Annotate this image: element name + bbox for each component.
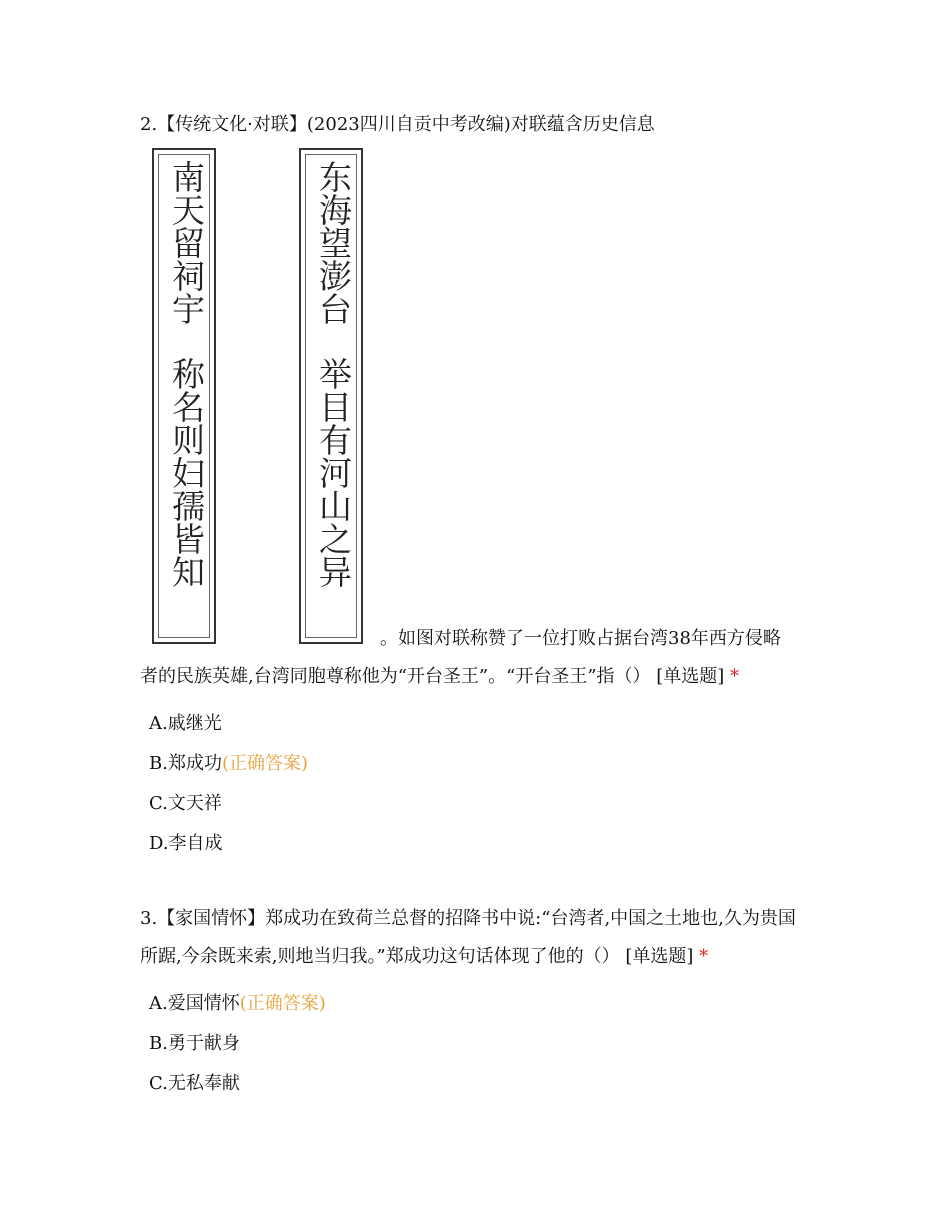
q3-line1: 3.【家国情怀】郑成功在致荷兰总督的招降书中说:“台湾者,中国之土地也,久为贵国 bbox=[140, 908, 796, 929]
q2-line1-tail: 。如图对联称赞了一位打败占据台湾38年西方侵略 bbox=[380, 628, 781, 649]
q3-option-a[interactable]: A.爱国情怀(正确答案) bbox=[149, 993, 326, 1014]
q3-type-tag: [单选题] bbox=[625, 946, 694, 967]
couplet-left-scroll bbox=[299, 148, 363, 644]
q3-option-b[interactable]: B.勇于献身 bbox=[149, 1033, 240, 1054]
required-mark: * bbox=[730, 666, 740, 687]
correct-answer-label: (正确答案) bbox=[239, 993, 326, 1014]
q3-line2: 所踞,今余既来索,则地当归我。”郑成功这句话体现了他的（） [单选题] * bbox=[140, 946, 709, 967]
q2-option-a[interactable]: A.戚继光 bbox=[149, 713, 222, 734]
q2-option-c[interactable]: C.文天祥 bbox=[149, 793, 222, 814]
couplet-right-text: 南天留祠宇称名则妇孺皆知 bbox=[167, 160, 206, 588]
q2-option-d[interactable]: D.李自成 bbox=[149, 833, 223, 854]
q2-option-b[interactable]: B.郑成功(正确答案) bbox=[149, 753, 308, 774]
couplet-right-scroll bbox=[152, 148, 216, 644]
q2-type-tag: [单选题] bbox=[656, 666, 725, 687]
correct-answer-label: (正确答案) bbox=[221, 753, 308, 774]
required-mark: * bbox=[699, 946, 709, 967]
q2-title: 2.【传统文化·对联】(2023四川自贡中考改编)对联蕴含历史信息 bbox=[140, 114, 655, 135]
couplet-left-text: 东海望澎台举目有河山之异 bbox=[314, 160, 353, 588]
q3-option-c[interactable]: C.无私奉献 bbox=[149, 1073, 240, 1094]
q2-line2: 者的民族英雄,台湾同胞尊称他为“开台圣王”。“开台圣王”指（） [单选题] * bbox=[140, 666, 740, 687]
